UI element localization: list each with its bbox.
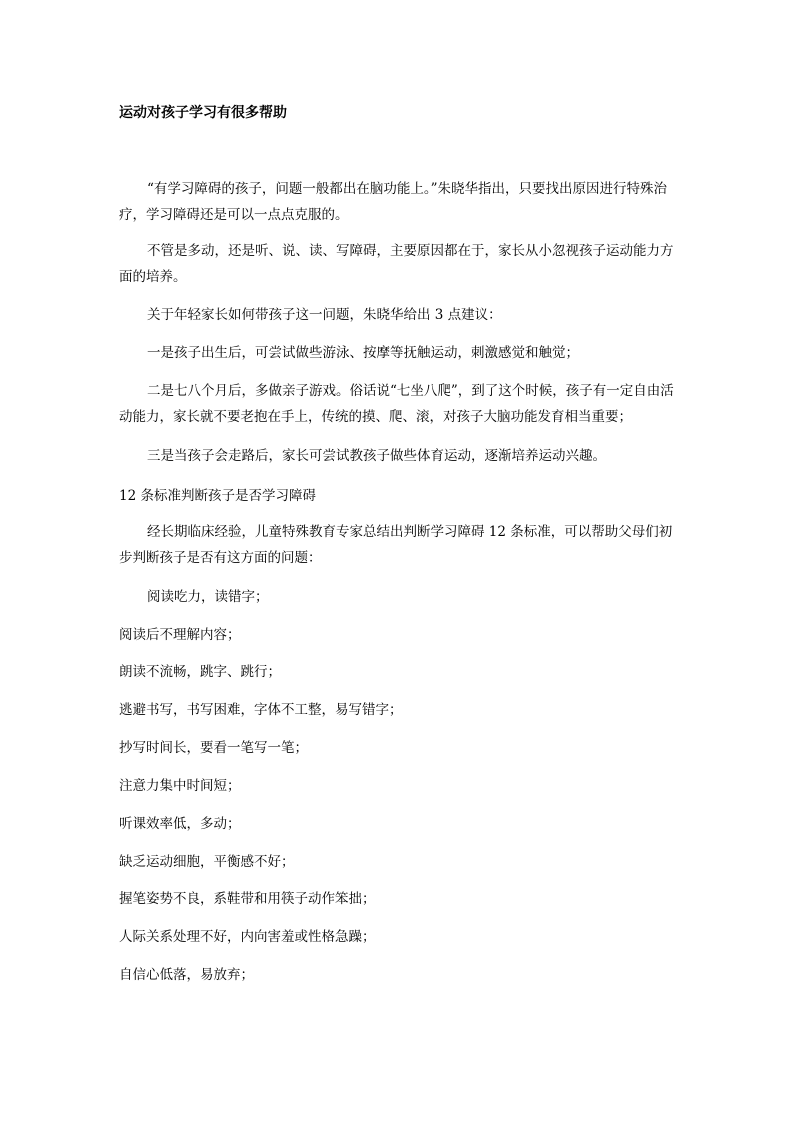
criteria-item: 注意力集中时间短； — [119, 778, 241, 794]
criteria-item: 阅读吃力，读错字； — [147, 589, 269, 605]
criteria-item: 抄写时间长，要看一笔写一笔； — [119, 740, 308, 756]
paragraph-intro: “有学习障碍的孩子，问题一般都出在脑功能上。”朱晓华指出，只要找出原因进行特殊治疗，学习障碍还是可以一点点克服的。 — [119, 181, 668, 223]
section-intro: 经长期临床经验，儿童特殊教育专家总结出判断学习障碍 12 条标准，可以帮助父母们初步判断孩子是否有这方面的问题： — [119, 524, 673, 566]
criteria-item: 自信心低落，易放弃； — [119, 967, 254, 983]
paragraph-cause: 不管是多动，还是听、说、读、写障碍，主要原因都在于，家长从小忽视孩子运动能力方面的培养。 — [119, 243, 674, 285]
paragraph-suggestions-intro: 关于年轻家长如何带孩子这一问题，朱晓华给出 3 点建议： — [147, 307, 502, 323]
document-title: 运动对孩子学习有很多帮助 — [119, 105, 287, 121]
criteria-item: 人际关系处理不好，内向害羞或性格急躁； — [119, 929, 376, 945]
criteria-item: 阅读后不理解内容； — [119, 627, 241, 643]
criteria-item: 逃避书写，书写困难，字体不工整，易写错字； — [119, 702, 403, 718]
section-heading: 12 条标准判断孩子是否学习障碍 — [119, 488, 316, 504]
criteria-item: 朗读不流畅，跳字、跳行； — [119, 664, 281, 680]
criteria-item: 握笔姿势不良，系鞋带和用筷子动作笨拙； — [119, 891, 376, 907]
paragraph-suggestion-1: 一是孩子出生后，可尝试做些游泳、按摩等抚触运动，刺激感觉和触觉； — [147, 345, 579, 361]
criteria-item: 缺乏运动细胞，平衡感不好； — [119, 854, 295, 870]
paragraph-suggestion-2: 二是七八个月后，多做亲子游戏。俗话说“七坐八爬”，到了这个时候，孩子有一定自由活动能力，家长就不要老抱在手上，传统的摸、爬、滚，对孩子大脑功能发育相当重要； — [119, 383, 674, 425]
criteria-item: 听课效率低，多动； — [119, 816, 241, 832]
paragraph-suggestion-3: 三是当孩子会走路后，家长可尝试教孩子做些体育运动，逐渐培养运动兴趣。 — [147, 448, 606, 464]
